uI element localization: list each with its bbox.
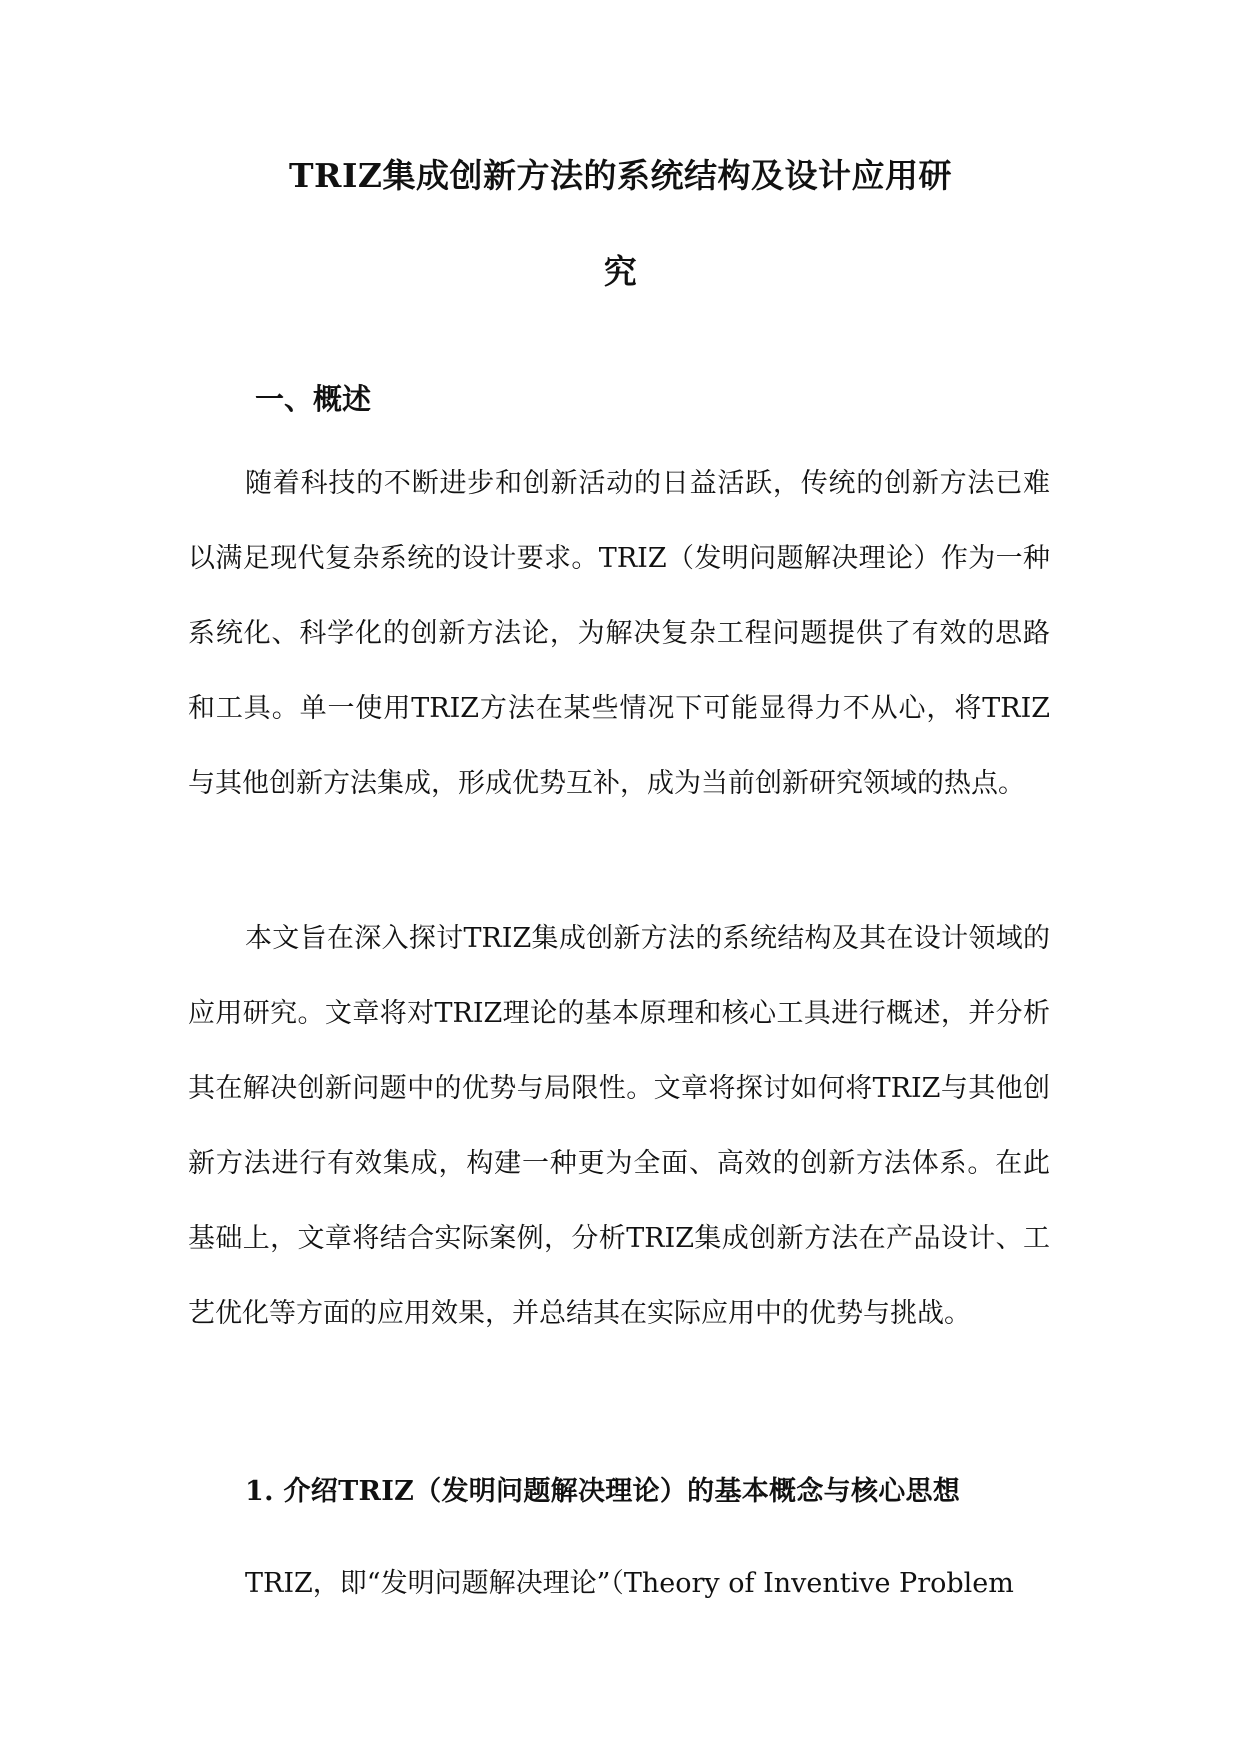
document-title-line-2: 究 [603,252,638,291]
paragraph-3: TRIZ，即“发明问题解决理论”（Theory of Inventive Problem [245,1568,1014,1599]
section-heading-overview: 一、概述 [255,382,372,416]
paragraph-2: 本文旨在深入探讨TRIZ集成创新方法的系统结构及其在设计领域的应用研究。文章将对TRIZ理论的基本原理和核心工具进行概述，并分析其在解决创新问题中的优势与局限性。文章将探讨如何将TRIZ与其他创新方法进行有效集成，构建一种更为全面、高效的创新方法体系。在此基础上，文章将结合实际案例，分析TRIZ集成创新方法在产品设计、工艺优化等方面的应用效果，并总结其在实际应用中的优势与挑战。 [188,923,1050,1329]
paragraph-1: 随着科技的不断进步和创新活动的日益活跃，传统的创新方法已难以满足现代复杂系统的设计要求。TRIZ（发明问题解决理论）作为一种系统化、科学化的创新方法论，为解决复杂工程问题提供了有效的思路和工具。单一使用TRIZ方法在某些情况下可能显得力不从心，将TRIZ与其他创新方法集成，形成优势互补，成为当前创新研究领域的热点。 [188,468,1050,799]
subsection-heading-1: 1. 介绍TRIZ（发明问题解决理论）的基本概念与核心思想 [245,1476,961,1507]
document-title-line-1: TRIZ集成创新方法的系统结构及设计应用研 [288,156,952,195]
